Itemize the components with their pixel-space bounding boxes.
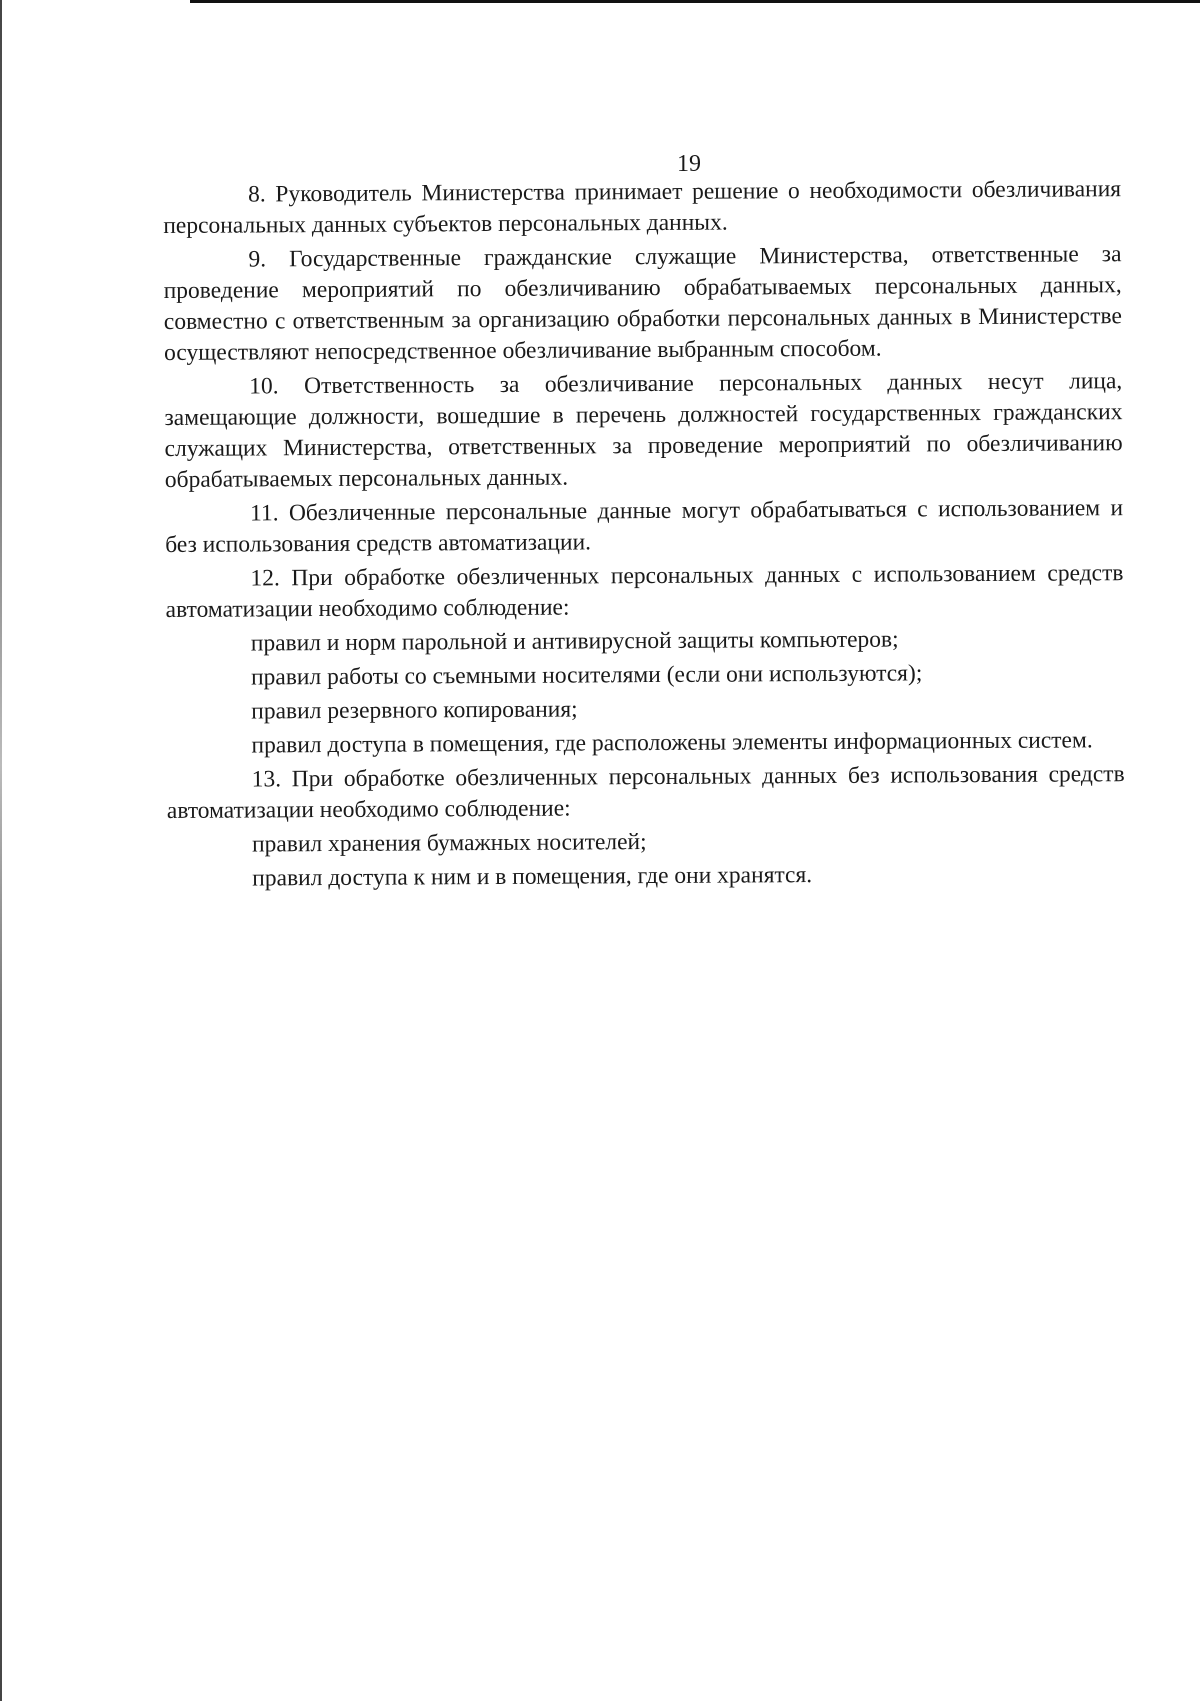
- scan-left-border: [0, 0, 2, 1701]
- paragraph-9: 9. Государственные гражданские служащие Министерства, ответственные за проведение мероприятий по обезличиванию обрабатываемых персональных данных, совместно с ответственным за организацию обработки персональных данных в Министерстве осуществляют непосредственное обезличивание выбранным способом.: [163, 241, 1122, 366]
- list-item-premises-access: правил доступа в помещения, где расположены элементы информационных систем.: [251, 727, 1093, 759]
- list-item-backup: правил резервного копирования;: [251, 696, 578, 725]
- list-item-removable-media: правил работы со съемными носителями (если они используются);: [250, 660, 923, 691]
- page-number: 19: [677, 151, 701, 177]
- paragraph-11: 11. Обезличенные персональные данные могут обрабатываться с использованием и без использования средств автоматизации.: [165, 495, 1124, 558]
- paragraph-13: 13. При обработке обезличенных персональных данных без использования средств автоматизации необходимо соблюдение:: [166, 761, 1125, 824]
- scan-top-border: [190, 0, 1200, 3]
- list-item-paper-storage: правил хранения бумажных носителей;: [251, 829, 647, 858]
- document-body: [163, 174, 1125, 898]
- paragraph-8: 8. Руководитель Министерства принимает решение о необходимости обезличивания персональных данных субъектов персональных данных.: [163, 176, 1122, 239]
- list-item-storage-access: правил доступа к ним и в помещения, где они хранятся.: [252, 862, 813, 892]
- paragraph-10: 10. Ответственность за обезличивание персональных данных несут лица, замещающие должности, вошедшие в перечень должностей государственных гражданских служащих Министерства, ответственных за проведение мероприятий по обезличиванию обрабатываемых персональных данных.: [164, 368, 1123, 493]
- list-item-password-antivirus: правил и норм парольной и антивирусной защиты компьютеров;: [250, 626, 899, 657]
- paragraph-12: 12. При обработке обезличенных персональных данных с использованием средств автоматизации необходимо соблюдение:: [165, 560, 1124, 623]
